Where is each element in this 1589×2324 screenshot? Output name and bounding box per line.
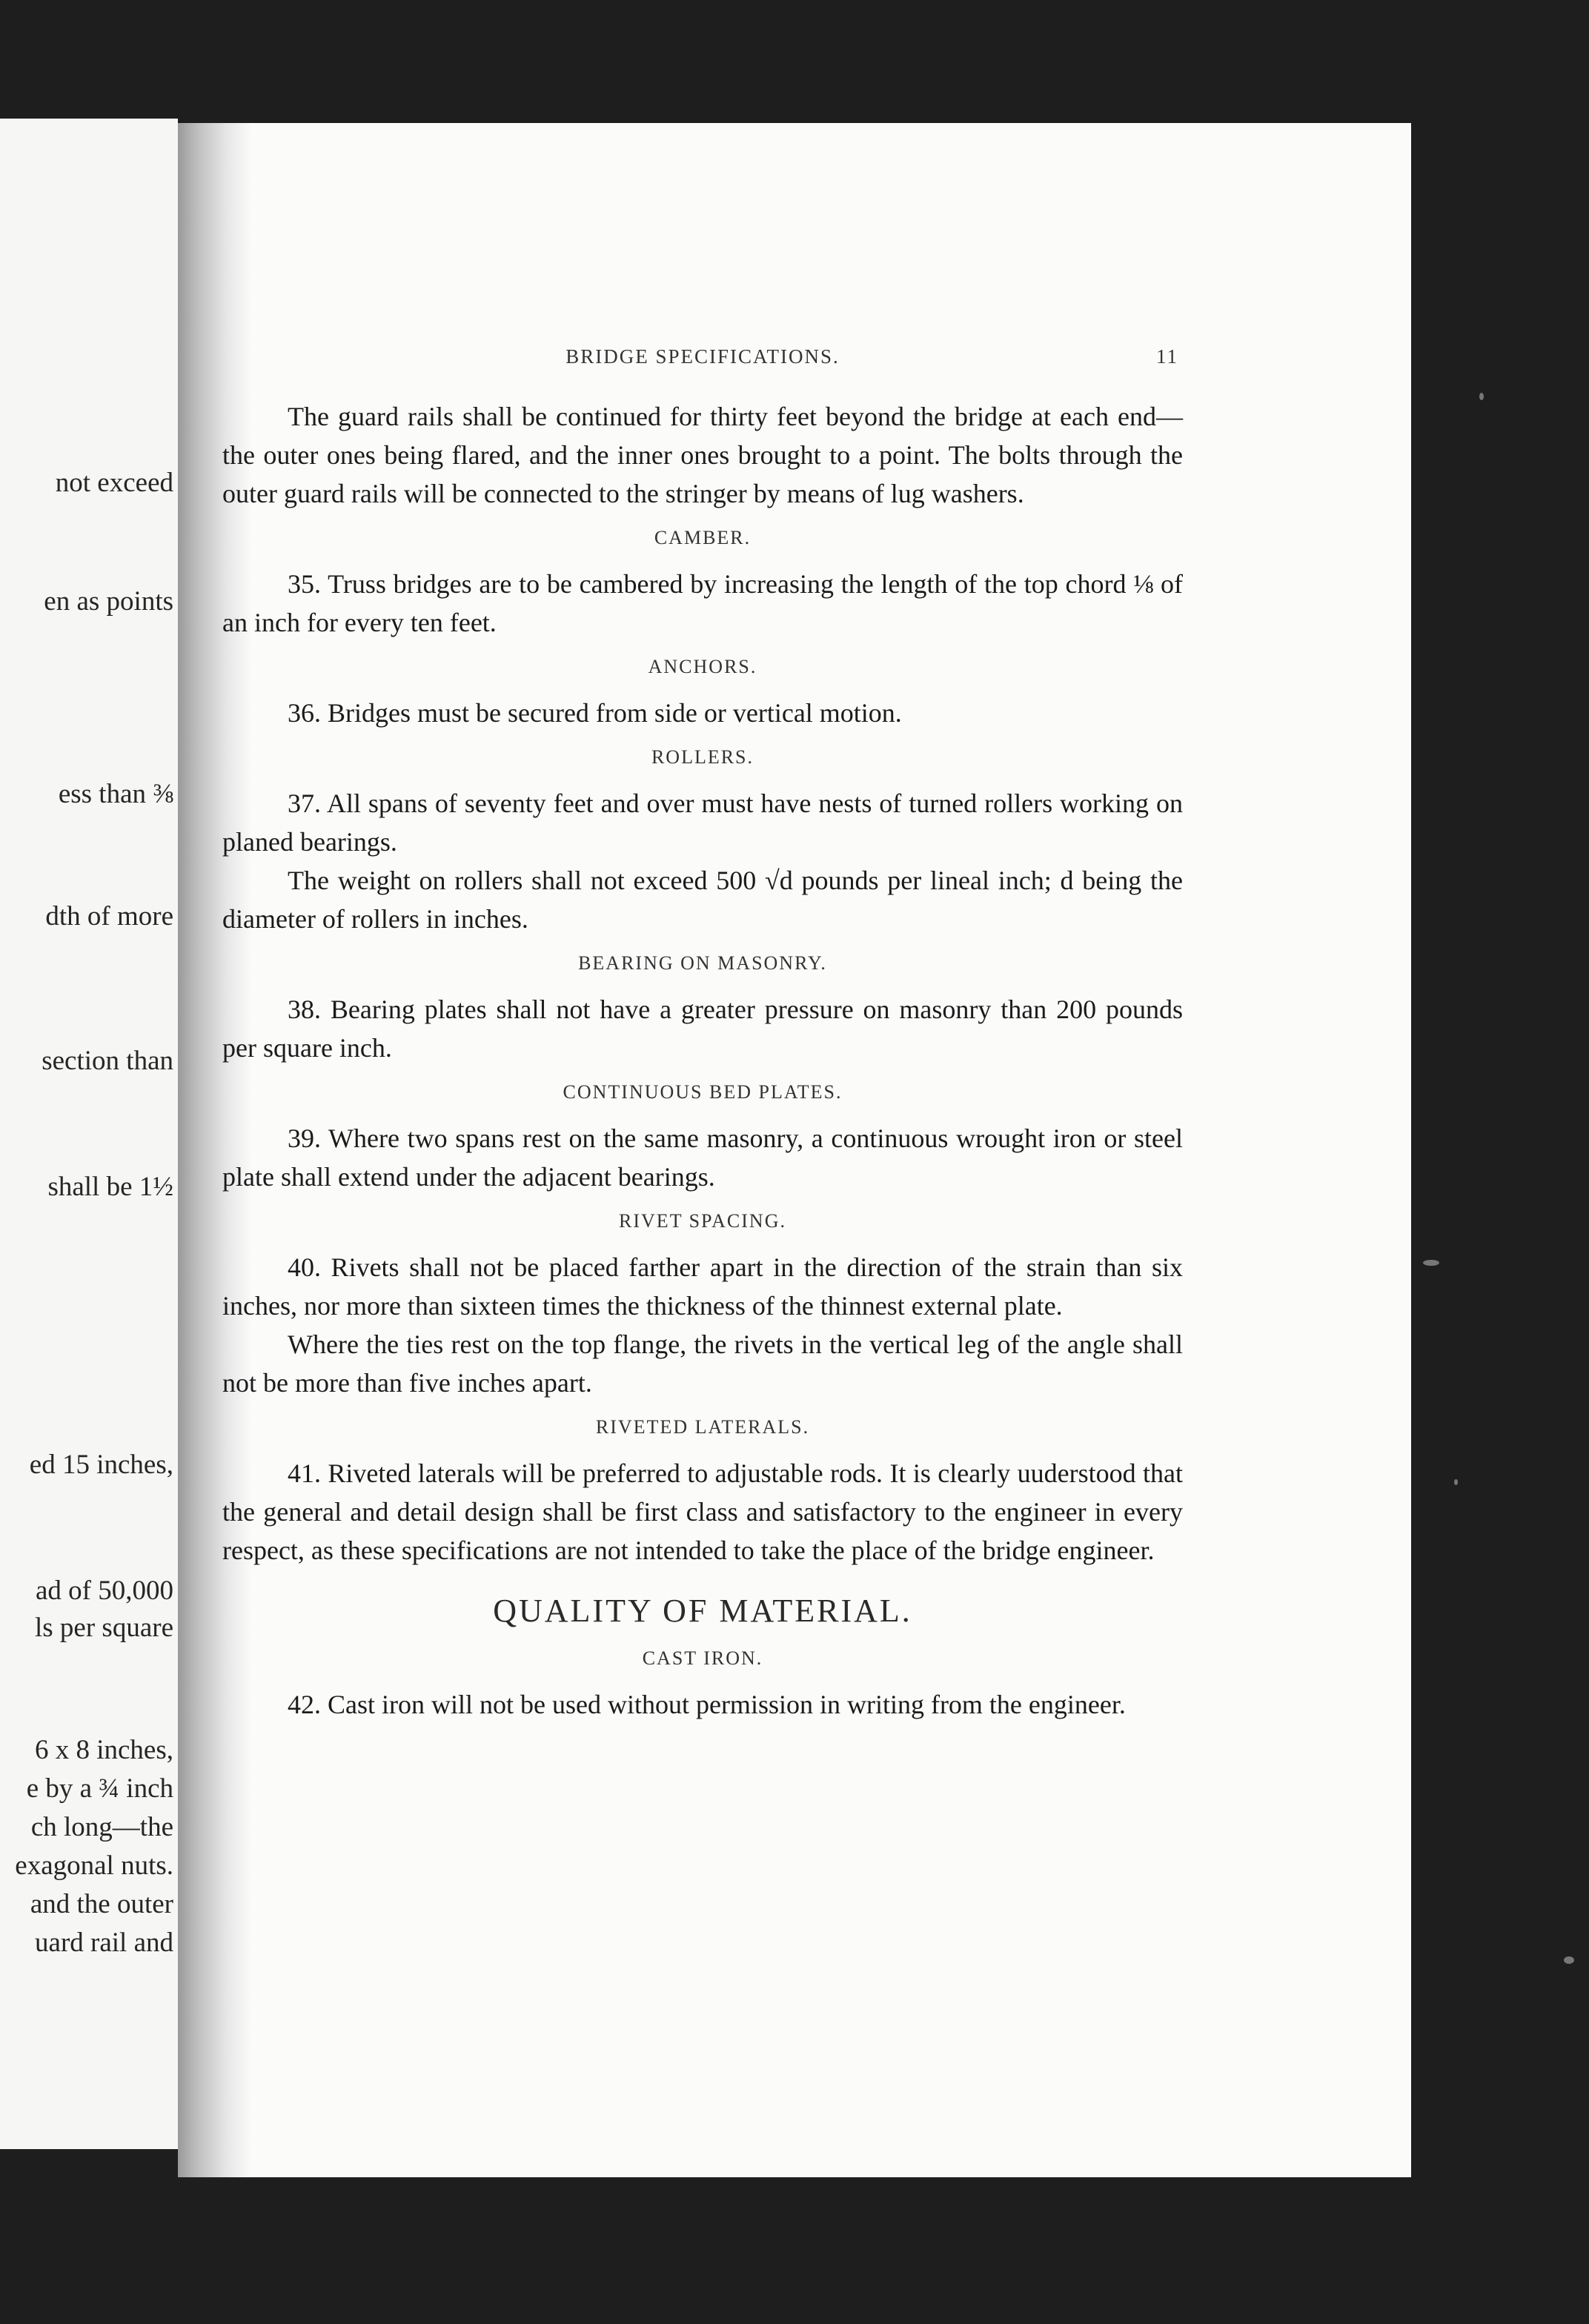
section-heading-anchors: ANCHORS. (648, 656, 757, 677)
paragraph-37: 37. All spans of seventy feet and over must have nests of turned rollers working on planed bearings. (222, 788, 1183, 857)
left-page-fragment: section than (42, 1046, 173, 1076)
left-page-fragment: shall be 1½ (47, 1172, 173, 1202)
left-page-fragment: uard rail and (35, 1928, 173, 1958)
scan-speck (1479, 393, 1484, 400)
left-page-fragment: ed 15 inches, (29, 1450, 173, 1480)
left-page-fragment: ls per square (35, 1613, 173, 1643)
paragraph-35: 35. Truss bridges are to be cambered by increasing the length of the top chord ⅛ of an inch for every ten feet. (222, 569, 1183, 637)
major-heading-quality-of-material: QUALITY OF MATERIAL. (493, 1593, 912, 1629)
page-number: 11 (1156, 345, 1178, 368)
left-page-fragment: 6 x 8 inches, (34, 1735, 173, 1765)
paragraph-42: 42. Cast iron will not be used without permission in writing from the engineer. (288, 1690, 1126, 1719)
scan-speck (1423, 1260, 1439, 1266)
section-heading-riveted-laterals: RIVETED LATERALS. (595, 1416, 810, 1438)
left-page-fragment: dth of more (45, 901, 173, 932)
running-head (222, 345, 1183, 375)
paragraph-41: 41. Riveted laterals will be preferred to adjustable rods. It is clearly uuderstood that the general and detail design shall be first class and satisfactory to the engineer in every respect, as these specifications are not intended to take the place of the bridge engineer. (222, 1458, 1183, 1565)
paragraph-38: 38. Bearing plates shall not have a greater pressure on masonry than 200 pounds per square inch. (222, 995, 1183, 1063)
left-page-fragment: ess than ⅜ (58, 779, 173, 809)
section-heading-rollers: ROLLERS. (651, 746, 754, 768)
paragraph-guard-rails: The guard rails shall be continued for thirty feet beyond the bridge at each end—the outer ones being flared, and the inner ones brought to a point. The bolts through the outer guard rails will be connected to the stringer by means of lug washers. (222, 402, 1183, 508)
left-page-fragment: ad of 50,000 (36, 1576, 173, 1606)
left-page-fragment: ch long—the (30, 1812, 173, 1842)
paragraph-37-weight: The weight on rollers shall not exceed 500 √d pounds per lineal inch; d being the diameter of rollers in inches. (222, 866, 1183, 934)
running-head-title: BRIDGE SPECIFICATIONS. (565, 345, 840, 368)
section-heading-camber: CAMBER. (654, 527, 752, 548)
paragraph-36: 36. Bridges must be secured from side or vertical motion. (288, 698, 902, 728)
section-heading-cast-iron: CAST IRON. (642, 1647, 763, 1669)
left-page-fragment: and the outer (30, 1889, 173, 1919)
page-content (222, 345, 1183, 1724)
scan-speck (1454, 1479, 1458, 1485)
paragraph-40-ties: Where the ties rest on the top flange, the rivets in the vertical leg of the angle shall not be more than five inches apart. (222, 1329, 1183, 1398)
section-heading-continuous-bed-plates: CONTINUOUS BED PLATES. (563, 1081, 843, 1103)
left-page-fragment: en as points (44, 586, 173, 617)
section-heading-bearing-on-masonry: BEARING ON MASONRY. (578, 952, 827, 974)
scan-speck (1564, 1956, 1574, 1964)
section-heading-rivet-spacing: RIVET SPACING. (619, 1210, 786, 1232)
left-page-fragment: e by a ¾ inch (26, 1773, 173, 1804)
left-page-fragment: exagonal nuts. (15, 1850, 173, 1881)
left-page-fragment: not exceed (55, 468, 173, 498)
paragraph-40: 40. Rivets shall not be placed farther apart in the direction of the strain than six inches, nor more than sixteen times the thickness of the thinnest external plate. (222, 1252, 1183, 1321)
paragraph-39: 39. Where two spans rest on the same masonry, a continuous wrought iron or steel plate shall extend under the adjacent bearings. (222, 1123, 1183, 1192)
book-page (178, 123, 1411, 2177)
left-page-edge (0, 119, 178, 2149)
